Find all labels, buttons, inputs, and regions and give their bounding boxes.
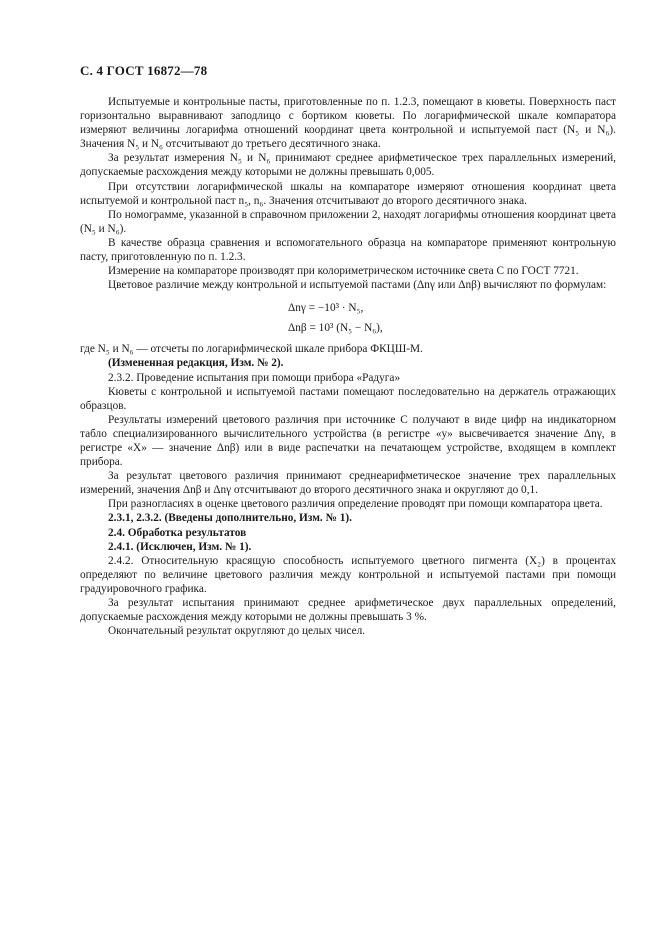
paragraph: Кюветы с контрольной и испытуемой пастами помещают последовательно на держатель отражающих образцов. — [80, 385, 616, 412]
formula-block — [80, 298, 616, 338]
paragraph: Испытуемые и контрольные пасты, приготовленные по п. 1.2.3, помещают в кюветы. Поверхность паст горизонтально выравнивают заподлицо с бортиком кюветы. По логарифмической шкале компаратора измеряют величины логарифма отношений координат цвета контрольной и испытуемой паст (N₅ и N₆). Значения N₅ и N₆ отсчитывают до третьего десятичного знака. — [80, 96, 616, 151]
page-header: С. 4 ГОСТ 16872—78 — [80, 63, 208, 78]
section-heading: 2.3.2. Проведение испытания при помощи прибора «Радуга» — [108, 371, 401, 384]
paragraph: В качестве образца сравнения и вспомогательного образца на компараторе применяют контрольную пасту, приготовленную по п. 1.2.3. — [80, 236, 616, 264]
paragraph: За результат цветового различия принимают среднеарифметическое значение трех параллельных измерений, значения Δnβ и Δnγ отсчитывают до второго десятичного знака и округляют до 0,1. — [80, 470, 616, 497]
formula-delta-n-gamma: Δnγ = −10³ · N₅, — [288, 302, 364, 315]
paragraph: Измерение на компараторе производят при колориметрическом источнике света С по ГОСТ 7721. — [108, 265, 579, 278]
paragraph: Окончательный результат округляют до целых чисел. — [108, 625, 366, 638]
paragraph: При разногласиях в оценке цветового различия определение проводят при помощи компаратора цвета. — [108, 498, 603, 511]
paragraph: При отсутствии логарифмической шкалы на компараторе измеряют отношения координат цвета испытуемой и контрольной паст n₅, n₆. Значения отсчитывают до второго десятичного знака. — [80, 180, 616, 207]
paragraph: Цветовое различие между контрольной и испытуемой пастами (Δnγ или Δnβ) вычисляют по формулам: — [108, 279, 607, 292]
amendment-note: 2.4.1. (Исключен, Изм. № 1). — [108, 540, 252, 553]
document-body — [80, 95, 616, 638]
paragraph: По номограмме, указанной в справочном приложении 2, находят логарифмы отношения координат цвета (N₅ и N₆). — [80, 208, 616, 235]
paragraph: 2.4.2. Относительную красящую способность испытуемого цветного пигмента (X₂) в процентах определяют по величине цветового различия между контрольной и испытуемой пастами при помощи градуировочного графика. — [80, 554, 616, 595]
paragraph: За результат испытания принимают среднее арифметическое двух параллельных определений, допускаемые расхождения между которыми не должны превышать 3 %. — [80, 597, 616, 624]
paragraph: где N₅ и N₆ — отсчеты по логарифмической шкале прибора ФКЦШ-М. — [80, 343, 423, 356]
amendment-note: (Измененная редакция, Изм. № 2). — [108, 357, 284, 370]
section-heading: 2.4. Обработка результатов — [108, 526, 247, 539]
paragraph: За результат измерения N₅ и N₆ принимают среднее арифметическое трех параллельных измерений, допускаемые расхождения между которыми не должны превышать 0,005. — [80, 152, 616, 179]
formula-delta-n-beta: Δnβ = 10³ (N₅ − N₆), — [288, 322, 383, 335]
amendment-note: 2.3.1, 2.3.2. (Введены дополнительно, Изм. № 1). — [108, 512, 352, 525]
paragraph: Результаты измерений цветового различия при источнике С получают в виде цифр на индикаторном табло специализированного вычислительного устройства (в регистре «y» высвечивается значение Δnγ, в регистре «X» — значение Δnβ) или в виде распечатки на печатающем устройстве, входящем в комплект прибора. — [80, 413, 616, 469]
